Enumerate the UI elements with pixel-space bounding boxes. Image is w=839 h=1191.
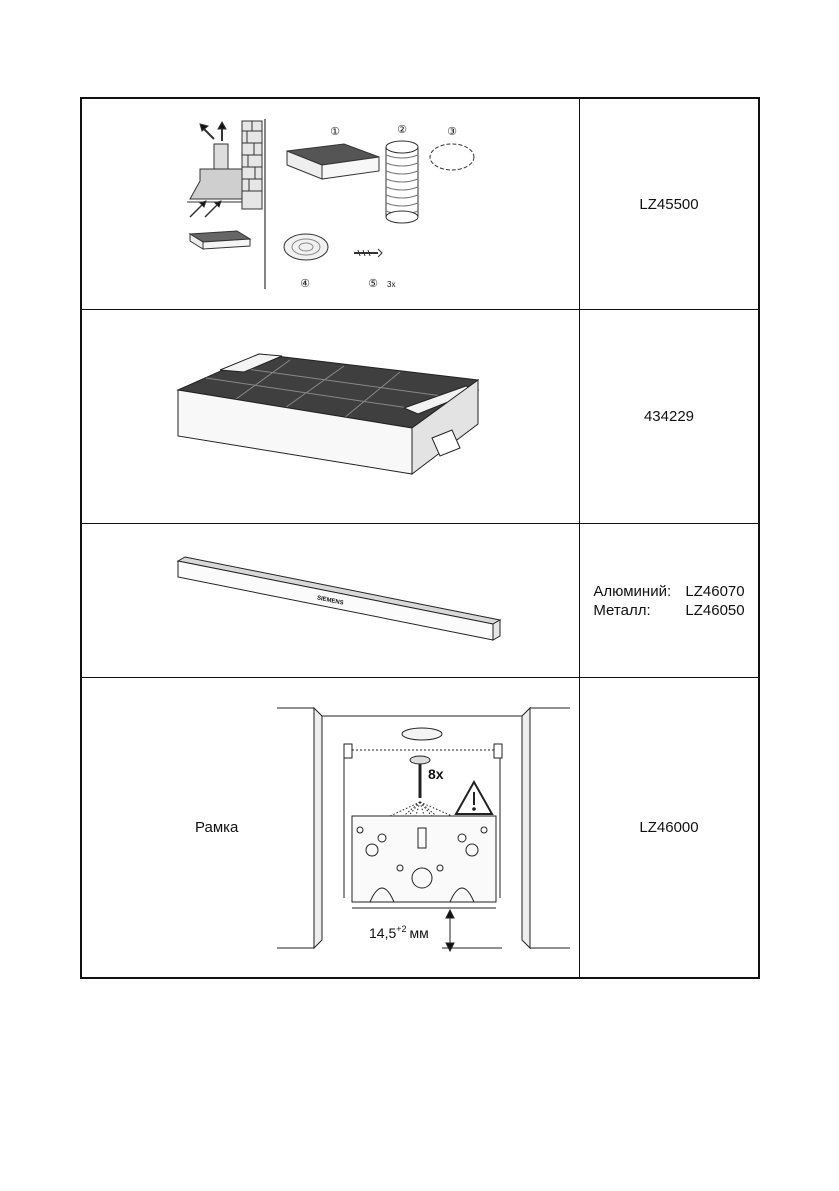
dimension-label: [369, 924, 429, 941]
table-row: [82, 99, 758, 310]
accessory-table: [80, 97, 760, 979]
table-row: [82, 524, 758, 678]
part-number: LZ45500: [639, 195, 699, 213]
table-row: [82, 310, 758, 524]
dimension-value: 14,5: [369, 925, 397, 941]
table-row: [82, 678, 758, 977]
variant-line: [593, 601, 744, 620]
charcoal-filter-illustration: [82, 310, 580, 523]
dimension-unit: мм: [409, 925, 429, 941]
part-number: 434229: [643, 408, 695, 425]
recirculation-kit-illustration: [82, 99, 580, 309]
screw-count: 8x: [428, 766, 444, 782]
variant-codes: [580, 524, 758, 677]
variant-code: LZ46070: [685, 582, 745, 600]
quantity-label: 3x: [387, 280, 396, 289]
trim-strip-illustration: [82, 524, 580, 677]
brand-logo-text: SIEMENS: [316, 595, 345, 607]
callout-5: ⑤: [368, 278, 378, 290]
variant-code: LZ46050: [685, 601, 745, 619]
frame-label: Рамка: [195, 819, 239, 836]
dimension-tolerance: +2: [396, 924, 407, 934]
callout-3: ③: [447, 126, 457, 138]
callout-1: ①: [330, 126, 340, 138]
callout-4: ④: [300, 278, 310, 290]
part-number: LZ46000: [639, 819, 699, 836]
callout-2: ②: [397, 124, 407, 136]
frame-illustration: [82, 678, 580, 977]
variant-line: [593, 582, 744, 601]
variant-label: Металл:: [593, 601, 651, 619]
variant-label: Алюминий:: [593, 582, 672, 600]
